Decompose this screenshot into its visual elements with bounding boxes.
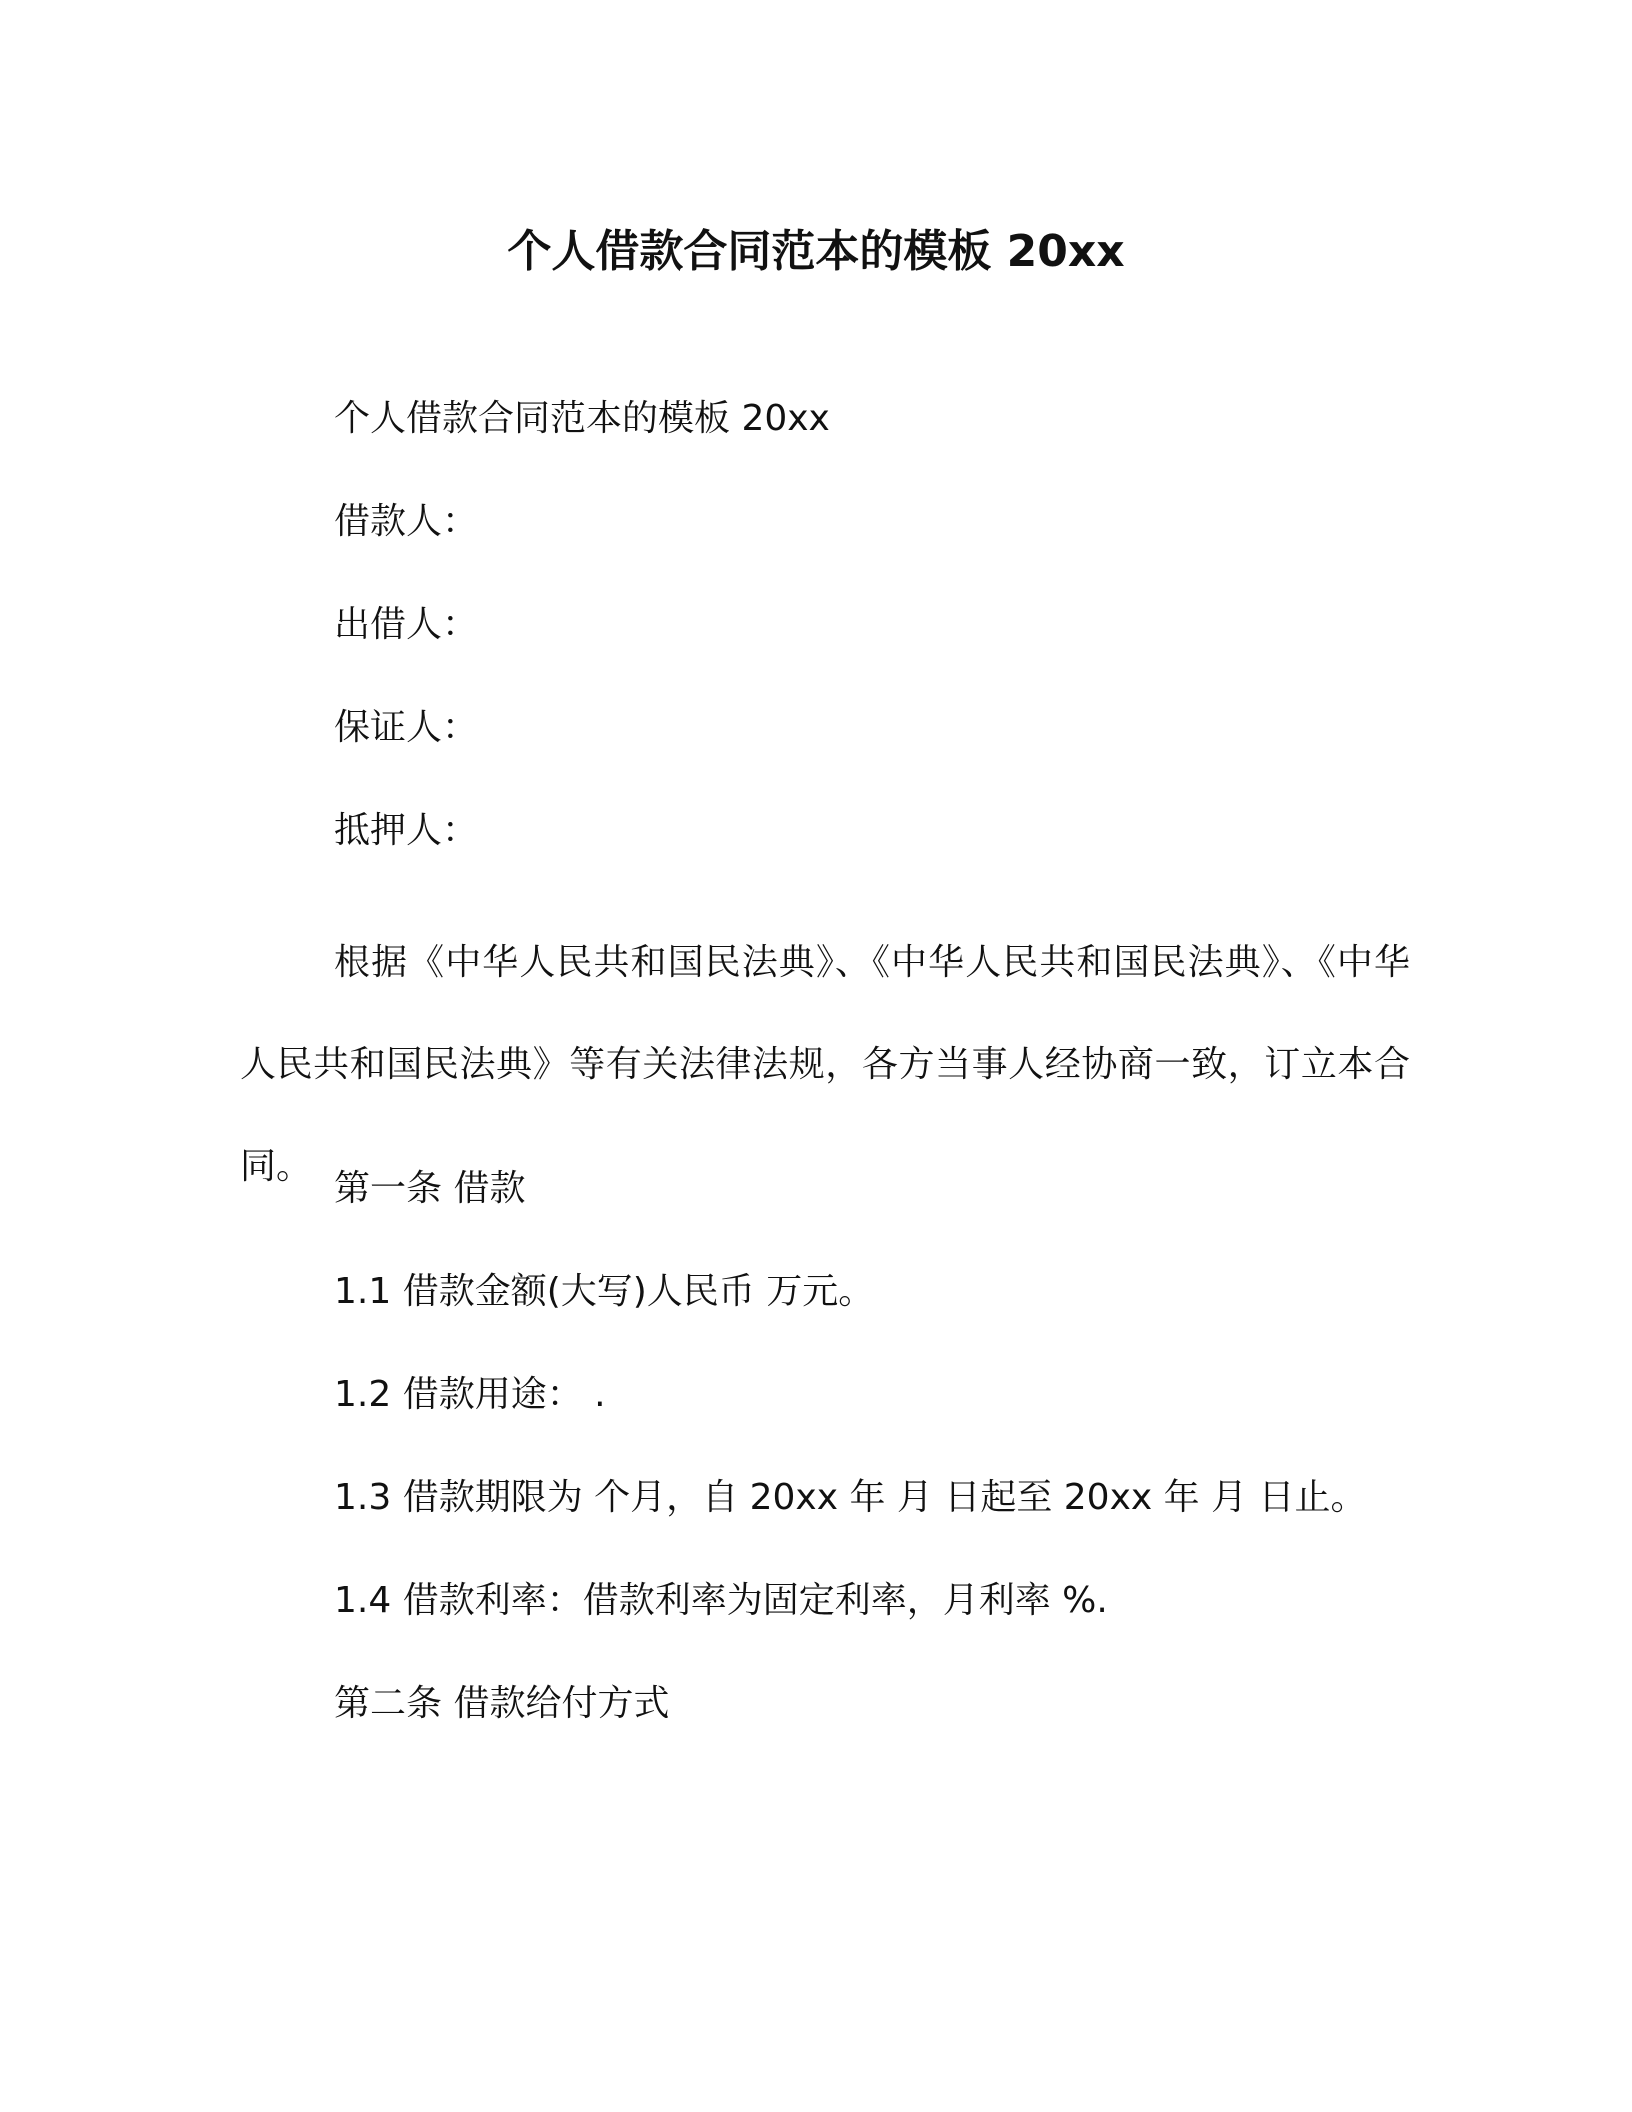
clause-1-1: 1.1 借款金额(大写)人民币 万元。 <box>334 1271 875 1312</box>
document-title: 个人借款合同范本的模板 20xx <box>507 226 1125 277</box>
preamble-paragraph: 根据《中华人民共和国民法典》、《中华人民共和国民法典》、《中华人民共和国民法典》等有关法律法规，各方当事人经协商一致，订立本合同。 <box>240 942 1410 1187</box>
article-2-heading: 第二条 借款给付方式 <box>334 1683 670 1724</box>
guarantor-line: 保证人： <box>334 707 479 748</box>
clause-1-2: 1.2 借款用途： . <box>334 1374 606 1415</box>
mortgagor-line: 抵押人： <box>334 810 479 851</box>
borrower-line: 借款人： <box>334 501 479 542</box>
document-subtitle: 个人借款合同范本的模板 20xx <box>334 398 830 439</box>
lender-line: 出借人： <box>334 604 479 645</box>
clause-1-4: 1.4 借款利率：借款利率为固定利率，月利率 %. <box>334 1580 1108 1621</box>
article-1-heading: 第一条 借款 <box>334 1168 526 1209</box>
clause-1-3: 1.3 借款期限为 个月，自 20xx 年 月 日起至 20xx 年 月 日止。 <box>334 1477 1367 1518</box>
